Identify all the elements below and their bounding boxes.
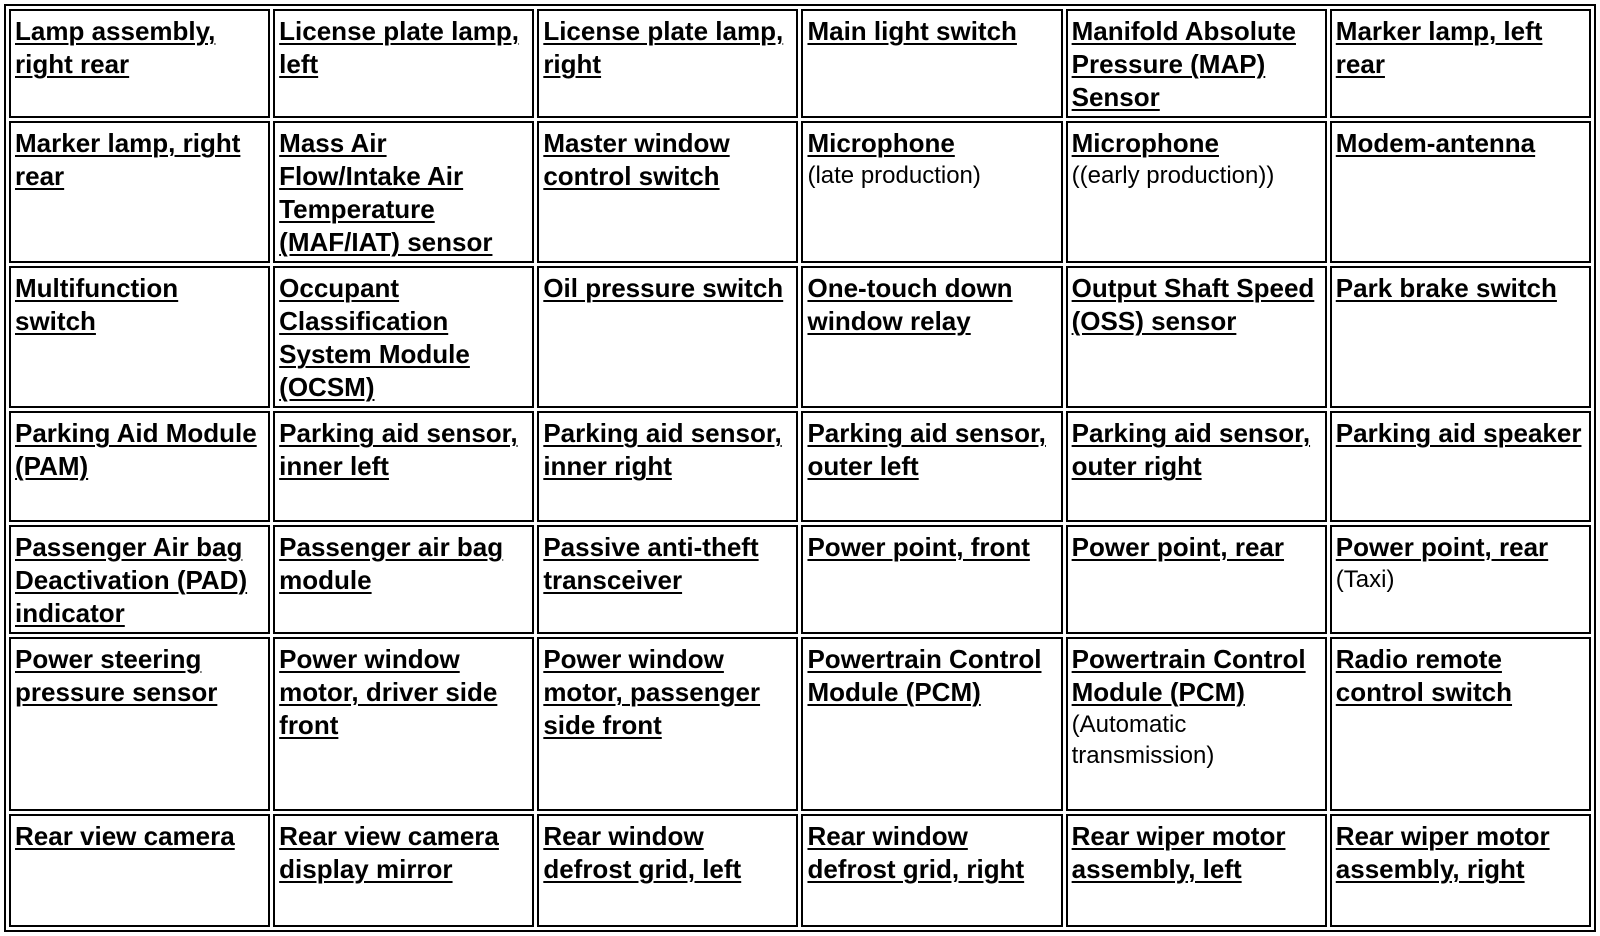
component-link[interactable]: Rear view camera [15, 820, 235, 851]
component-cell [1330, 411, 1591, 521]
component-link[interactable]: Passenger air bag module [279, 531, 504, 595]
component-link[interactable]: Main light switch [807, 16, 1017, 46]
component-cell [801, 266, 1062, 408]
component-link[interactable]: Powertrain Control Module (PCM) [807, 643, 1042, 707]
component-cell [9, 814, 270, 927]
component-link[interactable]: Passenger Air bag Deactivation (PAD) indicator [15, 531, 248, 628]
component-cell [9, 525, 270, 634]
component-cell [1066, 9, 1327, 118]
component-link[interactable]: Parking aid sensor, outer left [807, 418, 1046, 482]
table-row [9, 266, 1591, 408]
component-cell [273, 121, 534, 263]
component-link[interactable]: Power window motor, passenger side front [543, 643, 761, 740]
component-link[interactable]: Power window motor, driver side front [279, 643, 498, 740]
component-note: ((early production)) [1071, 162, 1275, 190]
component-link[interactable]: Output Shaft Speed (OSS) sensor [1071, 273, 1315, 337]
component-link[interactable]: Power point, rear [1335, 531, 1549, 562]
component-cell [537, 411, 798, 521]
component-link[interactable]: Radio remote control switch [1335, 643, 1513, 707]
component-cell [1066, 411, 1327, 521]
component-link[interactable]: Microphone [1071, 128, 1219, 159]
component-cell [801, 9, 1062, 118]
component-cell [9, 266, 270, 408]
component-note: (late production) [807, 162, 981, 190]
component-cell [273, 525, 534, 634]
component-link[interactable]: Modem-antenna [1335, 128, 1536, 159]
component-cell [1066, 121, 1327, 263]
component-cell [1066, 266, 1327, 408]
component-link[interactable]: Lamp assembly, right rear [15, 16, 216, 79]
component-cell [273, 9, 534, 118]
component-link[interactable]: Master window control switch [543, 128, 730, 192]
component-link[interactable]: Marker lamp, left rear [1335, 16, 1543, 79]
component-link[interactable]: Rear wiper motor assembly, left [1071, 820, 1286, 884]
component-cell [537, 637, 798, 811]
component-cell [1066, 637, 1327, 811]
component-link[interactable]: Rear view camera display mirror [279, 820, 499, 884]
component-link[interactable]: Parking aid sensor, inner left [279, 418, 518, 482]
table-row [9, 637, 1591, 811]
component-link[interactable]: Rear window defrost grid, right [807, 820, 1025, 884]
component-cell [801, 637, 1062, 811]
component-link[interactable]: Parking aid speaker [1335, 418, 1582, 449]
component-cell [9, 637, 270, 811]
component-cell [1330, 814, 1591, 927]
component-link[interactable]: Manifold Absolute Pressure (MAP) Sensor [1071, 16, 1296, 112]
component-note: (Automatic transmission) [1071, 710, 1215, 769]
component-cell [1330, 121, 1591, 263]
component-cell [537, 9, 798, 118]
component-cell [801, 814, 1062, 927]
component-cell [1330, 266, 1591, 408]
component-link[interactable]: Occupant Classification System Module (OCSM) [279, 273, 470, 403]
component-link[interactable]: Parking aid sensor, outer right [1071, 418, 1311, 482]
component-link[interactable]: Rear window defrost grid, left [543, 820, 742, 884]
component-link[interactable]: Microphone [807, 128, 955, 159]
component-link[interactable]: Oil pressure switch [543, 273, 784, 304]
component-link[interactable]: One-touch down window relay [807, 273, 1013, 337]
component-cell [1330, 525, 1591, 634]
table-row [9, 411, 1591, 521]
component-link[interactable]: Multifunction switch [15, 273, 179, 337]
component-cell [537, 525, 798, 634]
component-link[interactable]: License plate lamp, left [279, 16, 520, 79]
component-cell [537, 266, 798, 408]
component-cell [273, 814, 534, 927]
component-cell [9, 121, 270, 263]
table-row [9, 814, 1591, 927]
component-link[interactable]: Power point, front [807, 531, 1030, 562]
component-cell [9, 411, 270, 521]
component-cell [801, 411, 1062, 521]
component-cell [1066, 814, 1327, 927]
component-note: (Taxi) [1335, 565, 1395, 593]
component-cell [9, 9, 270, 118]
component-link[interactable]: Marker lamp, right rear [15, 128, 241, 192]
component-link[interactable]: Power point, rear [1071, 531, 1285, 562]
component-link[interactable]: Power steering pressure sensor [15, 643, 218, 707]
component-link[interactable]: License plate lamp, right [543, 16, 784, 79]
component-cell [273, 266, 534, 408]
component-cell [1066, 525, 1327, 634]
component-link[interactable]: Parking Aid Module (PAM) [15, 418, 257, 482]
table-row [9, 121, 1591, 263]
table-row [9, 525, 1591, 634]
component-link[interactable]: Powertrain Control Module (PCM) [1071, 643, 1306, 707]
component-cell [537, 814, 798, 927]
component-cell [273, 411, 534, 521]
component-link[interactable]: Parking aid sensor, inner right [543, 418, 782, 482]
component-cell [801, 121, 1062, 263]
component-cell [801, 525, 1062, 634]
component-index-table [4, 4, 1596, 932]
table-row [9, 9, 1591, 118]
component-cell [537, 121, 798, 263]
component-cell [273, 637, 534, 811]
component-cell [1330, 9, 1591, 118]
component-link[interactable]: Mass Air Flow/Intake Air Temperature (MAF/IAT) sensor [279, 128, 493, 258]
component-link[interactable]: Passive anti-theft transceiver [543, 531, 759, 595]
component-link[interactable]: Park brake switch [1335, 273, 1557, 304]
component-cell [1330, 637, 1591, 811]
component-link[interactable]: Rear wiper motor assembly, right [1335, 820, 1550, 884]
